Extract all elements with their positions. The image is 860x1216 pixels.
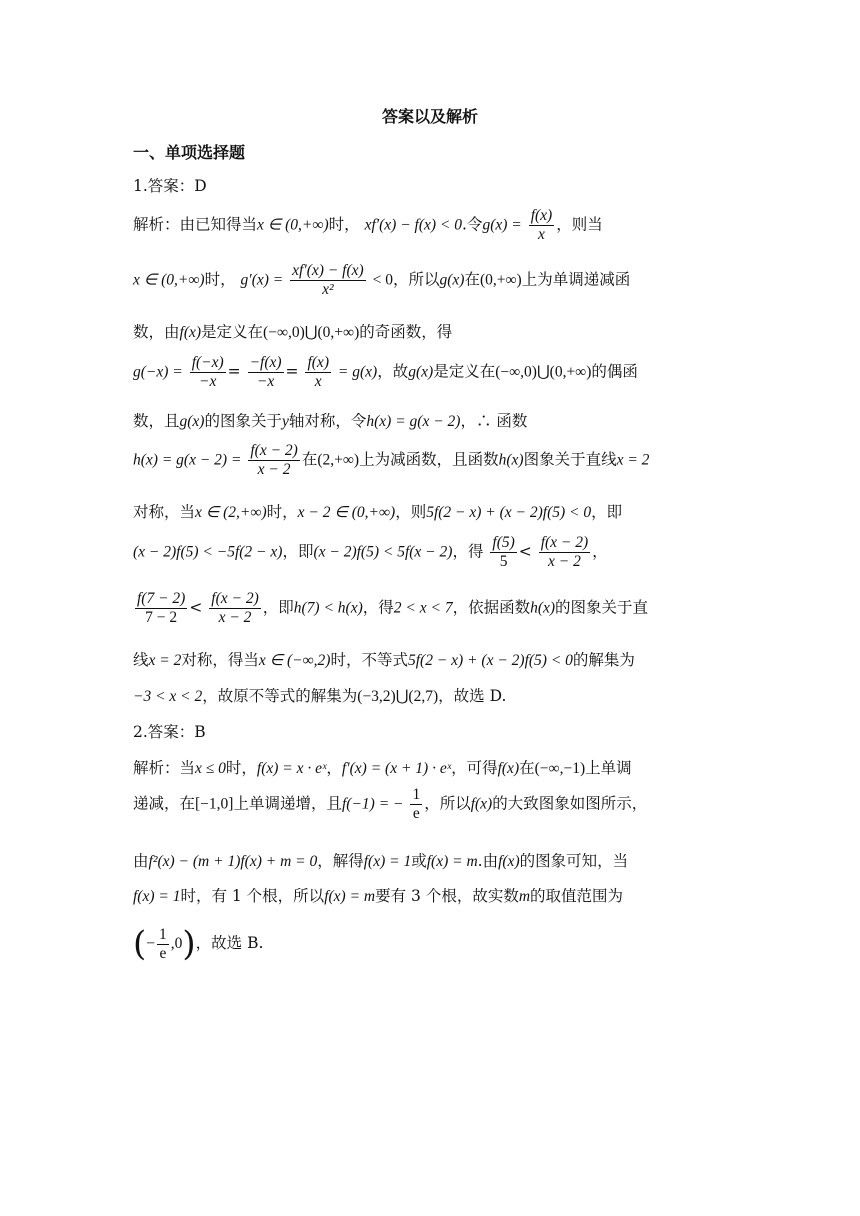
text: 线 [133, 651, 149, 669]
q1-line-8: (x − 2)f(5) < −5f(2 − x)，即(x − 2)f(5) < 5f(x − 2)，得 $\frac{f(5)}{5}$ < $\frac{f(x - 2)}{x - 2}$ ， [133, 534, 608, 570]
math: xf′(x) − f(x) < 0 [364, 216, 463, 234]
math: x ∈ (−∞,2) [258, 652, 331, 669]
math: −3 < x < 2 [133, 688, 203, 705]
fraction [529, 207, 555, 244]
text: ，即 [262, 598, 294, 617]
text: 在 [519, 759, 535, 777]
text: 对称，得当 [181, 651, 259, 669]
math: x ≤ 0 [195, 760, 226, 777]
q2-line-3 [133, 849, 727, 871]
math: [−1,0] [195, 795, 234, 813]
math: g′(x) = [240, 271, 284, 289]
text: 的解集为 [572, 651, 635, 669]
denominator: x − 2 [257, 460, 291, 478]
text: 对称，当 [133, 503, 196, 521]
math: f(x) = m [426, 853, 478, 870]
math: f(x) = m [324, 888, 376, 905]
numerator: f(5) [492, 534, 515, 551]
text: ，得 [362, 598, 394, 617]
text: 是定义在 [433, 362, 496, 381]
q1-line-9: $\frac{f(7 - 2)}{7 - 2}$ < $\frac{f(x - 2)}{x - 2}$ ，即h(7) < h(x)，得2 < x < 7，依据函数h(x)的图象关于直 [137, 590, 649, 626]
math: (−3,2)⋃(2,7) [357, 688, 439, 705]
math: − [146, 935, 156, 952]
numerator: f(x − 2) [540, 534, 589, 551]
text: 解析：由已知得当 [133, 215, 258, 234]
fraction [290, 262, 366, 299]
q1-answer: 1.答案：D [133, 177, 207, 195]
math: f(x) [497, 760, 520, 777]
numerator: f(x) [307, 354, 329, 371]
text: 解析：当 [133, 759, 196, 777]
math: f(x) = x · eˣ [256, 760, 327, 777]
text: 图象关于直线 [523, 450, 617, 469]
denominator: −x [256, 372, 275, 390]
q1-line-11 [133, 684, 727, 706]
fraction [248, 354, 284, 391]
text: 数，且 [133, 412, 180, 430]
math: (0,+∞) [479, 271, 522, 289]
math: h(x) [498, 451, 524, 469]
text: 时， [225, 759, 257, 777]
fraction [209, 590, 260, 627]
math: 5f(2 − x) + (x − 2)f(5) < 0 [426, 504, 592, 521]
text: 上单调 [585, 759, 632, 777]
math: f²(x) − (m + 1)f(x) + m = 0 [148, 853, 318, 870]
q2-line-2 [133, 786, 727, 823]
text: 的图象关于直 [555, 598, 649, 617]
q1-line-3 [133, 320, 727, 342]
q1-line-5 [133, 409, 727, 431]
text: 时，不等式 [330, 651, 408, 669]
text: ，故选 B. [195, 934, 264, 952]
text: 在 [464, 270, 480, 289]
q1-line-2 [133, 262, 727, 299]
math: (2,+∞) [317, 451, 360, 469]
math: (x − 2)f(5) < −5f(2 − x) [133, 543, 283, 561]
text: ，所以 [392, 270, 440, 289]
left-paren: ( [133, 924, 147, 964]
denominator: −x [199, 372, 217, 390]
text: 在 [301, 450, 318, 469]
fraction [410, 786, 422, 823]
text: 或 [411, 852, 427, 870]
math: f′(x) = (x + 1) · eˣ [341, 760, 452, 777]
text: ，所以 [424, 794, 471, 813]
denominator: x² [322, 280, 334, 298]
text: ，∴ 函数 [460, 412, 528, 430]
math: < 0 [372, 271, 393, 289]
numerator: f(x − 2) [250, 442, 298, 459]
numerator: −f(x) [249, 354, 282, 371]
fraction [135, 590, 187, 627]
text: 上为减函数，且函数 [359, 450, 499, 469]
math: 5f(2 − x) + (x − 2)f(5) < 0 [407, 652, 573, 669]
math: (x − 2)f(5) < 5f(x − 2) [313, 543, 453, 561]
math: x − 2 ∈ (0,+∞) [297, 504, 396, 521]
denominator: x − 2 [218, 608, 252, 626]
text: 时， [328, 215, 360, 234]
text: ，可得 [451, 759, 498, 777]
numerator: f(7 − 2) [137, 590, 186, 607]
text: .由 [477, 852, 499, 870]
text: ，故原不等式的解集为 [202, 687, 358, 705]
text: 的奇函数，得 [359, 323, 453, 341]
text: ， [592, 542, 608, 561]
fraction [190, 354, 226, 391]
text: 的图象可知，当 [519, 852, 629, 870]
text: ，即 [591, 503, 623, 521]
math: m [518, 888, 531, 905]
q1-line-7 [133, 500, 727, 522]
numerator: 1 [159, 925, 167, 943]
text: 的取值范围为 [530, 887, 624, 905]
denominator: 7 − 2 [145, 608, 178, 626]
text: 的大致图象如图所示， [492, 794, 648, 813]
math: x = 2 [148, 652, 182, 669]
q1-line-1 [133, 207, 727, 244]
math: f(x) [498, 853, 520, 870]
math: y [281, 413, 289, 430]
math: f(x) [470, 795, 493, 813]
text: ，故选 D. [438, 687, 507, 705]
text: ，则当 [556, 215, 603, 234]
numerator: 1 [412, 786, 421, 803]
q1-line-10 [133, 648, 727, 670]
text: ，即 [282, 542, 314, 561]
q2-line-5 [133, 924, 727, 964]
math: (−∞,0)⋃(0,+∞) [263, 324, 360, 341]
text: 递减，在 [133, 794, 196, 813]
denominator: x [314, 372, 322, 390]
math: g(−x) = [133, 363, 183, 381]
math: x = 2 [616, 451, 650, 469]
page-title: 答案以及解析 [381, 107, 478, 126]
fraction [157, 926, 169, 963]
numerator: f(x) [530, 207, 553, 224]
text: 时， [266, 503, 298, 521]
text: 的偶函 [591, 362, 638, 381]
math: g(x) [408, 363, 434, 381]
text: 轴对称，令 [288, 412, 367, 430]
math: = g(x) [337, 363, 378, 381]
q1-line-4: g(−x) = $\frac{f(-x)}{-x}$ = $\frac{-f(x)}{-x}$ = $\frac{f(x)}{x}$ = g(x)，故g(x)是定义在(−∞,0)⋃(0,+∞)的偶函 [133, 354, 638, 390]
text: ，解得 [317, 852, 364, 870]
math: f(x) [179, 324, 202, 341]
math: h(x) = g(x − 2) [366, 413, 461, 430]
numerator: xf′(x) − f(x) [292, 262, 364, 279]
math: x ∈ (2,+∞) [195, 504, 267, 521]
text: 上为单调递减函 [521, 270, 631, 289]
text: ， [326, 759, 342, 777]
text: 的图象关于 [204, 412, 282, 430]
denominator: e [412, 804, 420, 822]
math: g(x) [179, 413, 205, 430]
fraction [490, 534, 516, 571]
text: ，则 [395, 503, 427, 521]
denominator: 5 [499, 552, 508, 570]
text: 上单调递增，且 [233, 794, 342, 813]
section-heading: 一、单项选择题 [133, 143, 246, 162]
text: ，故 [377, 362, 409, 381]
math: g(x) [439, 271, 465, 289]
math: h(7) < h(x) [293, 599, 363, 617]
fraction [305, 354, 331, 391]
text: 时，有 1 个根，所以 [180, 887, 325, 905]
math: h(x) [530, 599, 556, 617]
q2-answer: 2.答案：B [133, 723, 206, 741]
math: f(x) = 1 [133, 888, 181, 905]
text: ，得 [452, 542, 484, 561]
math: 2 < x < 7 [393, 599, 453, 617]
text: ，依据函数 [452, 598, 531, 617]
q1-line-6 [133, 442, 727, 479]
text: 数，由 [133, 323, 180, 341]
denominator: e [159, 944, 167, 962]
math: f(x) = 1 [363, 853, 412, 870]
right-paren: ) [182, 924, 196, 964]
math: ,0 [170, 935, 183, 952]
q2-line-4 [133, 884, 727, 906]
q2-line-1 [133, 756, 727, 778]
math: x ∈ (0,+∞) [257, 216, 329, 234]
text: 是定义在 [201, 323, 264, 341]
fraction [539, 534, 590, 571]
math: x ∈ (0,+∞) [133, 271, 205, 289]
text: 由 [133, 852, 149, 870]
math: f(−1) = − [341, 795, 404, 813]
text: 要有 3 个根，故实数 [375, 887, 519, 905]
text: 时， [204, 270, 236, 289]
numerator: f(x − 2) [211, 590, 259, 607]
fraction [248, 442, 299, 479]
denominator: x − 2 [548, 552, 581, 570]
denominator: x [538, 225, 545, 243]
math: h(x) = g(x − 2) = [133, 451, 242, 469]
text: .令 [462, 215, 483, 234]
math: (−∞,0)⋃(0,+∞) [495, 363, 592, 381]
numerator: f(−x) [191, 354, 224, 371]
math: g(x) = [482, 216, 522, 234]
math: (−∞,−1) [534, 760, 586, 777]
